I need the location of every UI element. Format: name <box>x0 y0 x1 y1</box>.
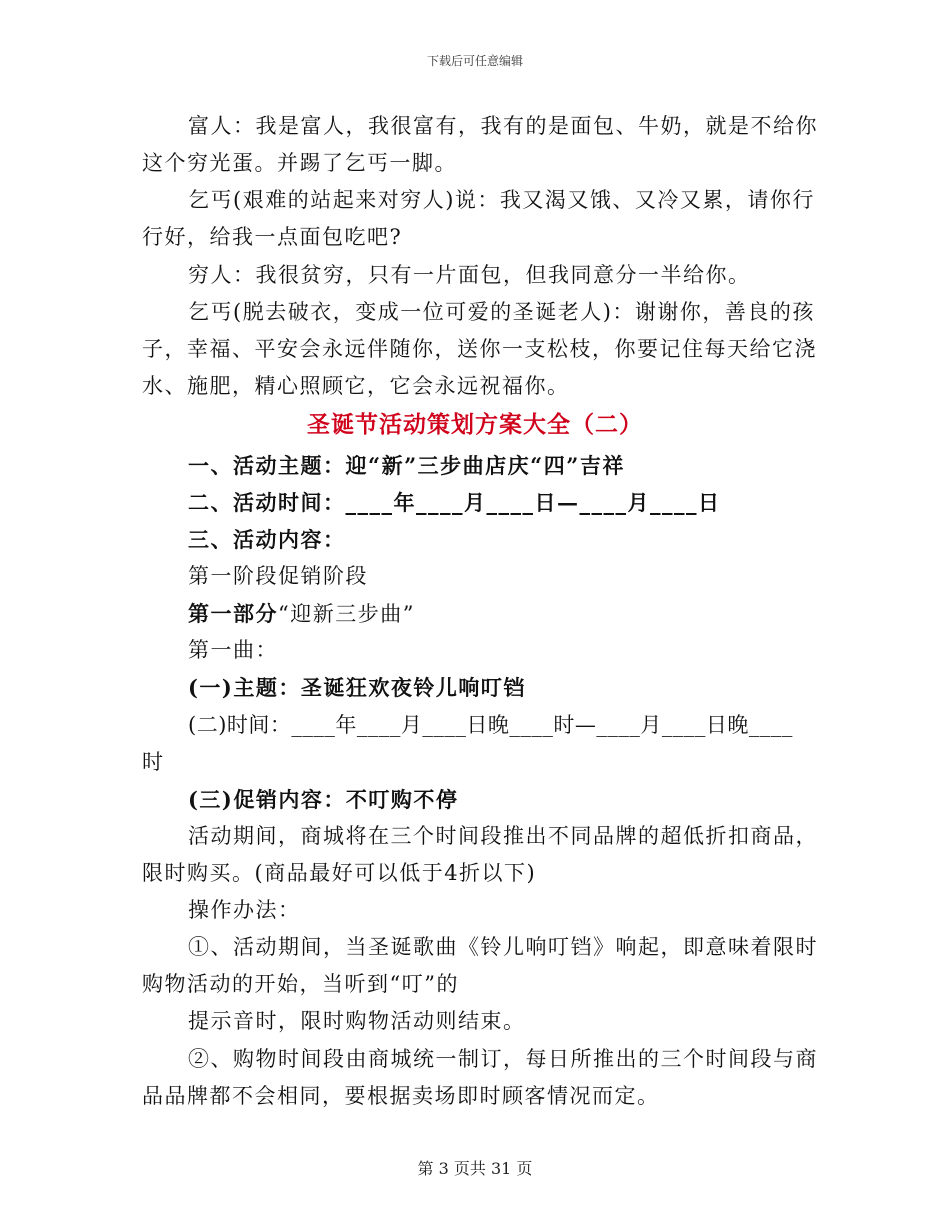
paragraph-line: 行好，给我一点面包吃吧? <box>142 225 403 249</box>
page-header: 下载后可任意编辑 <box>426 54 523 68</box>
paragraph-line: 购物活动的开始，当听到“叮”的 <box>142 972 459 996</box>
page-footer: 第 3 页共 31 页 <box>417 1159 533 1178</box>
part-heading <box>188 595 802 633</box>
activity-theme: 一、活动主题：迎“新”三步曲店庆“四”吉祥 <box>188 453 625 478</box>
part-label: 第一部分 <box>188 601 278 626</box>
activity-time: 二、活动时间：____年____月____日—____月____日 <box>188 490 721 515</box>
paragraph-line: 富人：我是富人，我很富有，我有的是面包、牛奶，就是不给你 <box>188 114 818 138</box>
paragraph-line: 子，幸福、平安会永远伴随你，送你一支松枝，你要记住每天给它浇 <box>142 337 817 361</box>
sub-theme: (一)主题：圣诞狂欢夜铃儿响叮铛 <box>188 675 526 700</box>
paragraph-line: 品品牌都不会相同，要根据卖场即时顾客情况而定。 <box>142 1084 660 1108</box>
paragraph-line: 乞丐(脱去破衣，变成一位可爱的圣诞老人)：谢谢你，善良的孩 <box>188 300 815 324</box>
paragraph-line: 水、施肥，精心照顾它，它会永远祝福你。 <box>142 374 570 398</box>
stage-label: 第一阶段促销阶段 <box>188 564 368 588</box>
paragraph-line: 活动期间，商城将在三个时间段推出不同品牌的超低折扣商品， <box>188 824 818 848</box>
part-title: “迎新三步曲” <box>278 602 415 626</box>
paragraph-line: 穷人：我很贫穷，只有一片面包，但我同意分一半给你。 <box>188 263 751 287</box>
paragraph-line: ②、购物时间段由商城统一制订，每日所推出的三个时间段与商 <box>188 1047 818 1071</box>
paragraph-line: 提示音时，限时购物活动则结束。 <box>188 1009 526 1033</box>
paragraph-line: ①、活动期间，当圣诞歌曲《铃儿响叮铛》响起，即意味着限时 <box>188 935 818 959</box>
activity-content-heading: 三、活动内容： <box>188 527 346 552</box>
paragraph-line: 这个穷光蛋。并踢了乞丐一脚。 <box>142 151 457 175</box>
method-heading: 操作办法： <box>188 898 301 922</box>
paragraph-line: 限时购买。(商品最好可以低于4折以下) <box>142 861 537 885</box>
sub-time: (二)时间：____年____月____日晚____时—____月____日晚____ <box>188 713 793 737</box>
sub-time-cont: 时 <box>142 750 165 774</box>
paragraph-line: 乞丐(艰难的站起来对穷人)说：我又渴又饿、又冷又累，请你行 <box>188 188 815 212</box>
song-label: 第一曲： <box>188 638 278 662</box>
section-title: 圣诞节活动策划方案大全（二） <box>307 411 643 438</box>
sub-promo: (三)促销内容：不叮购不停 <box>188 787 459 812</box>
